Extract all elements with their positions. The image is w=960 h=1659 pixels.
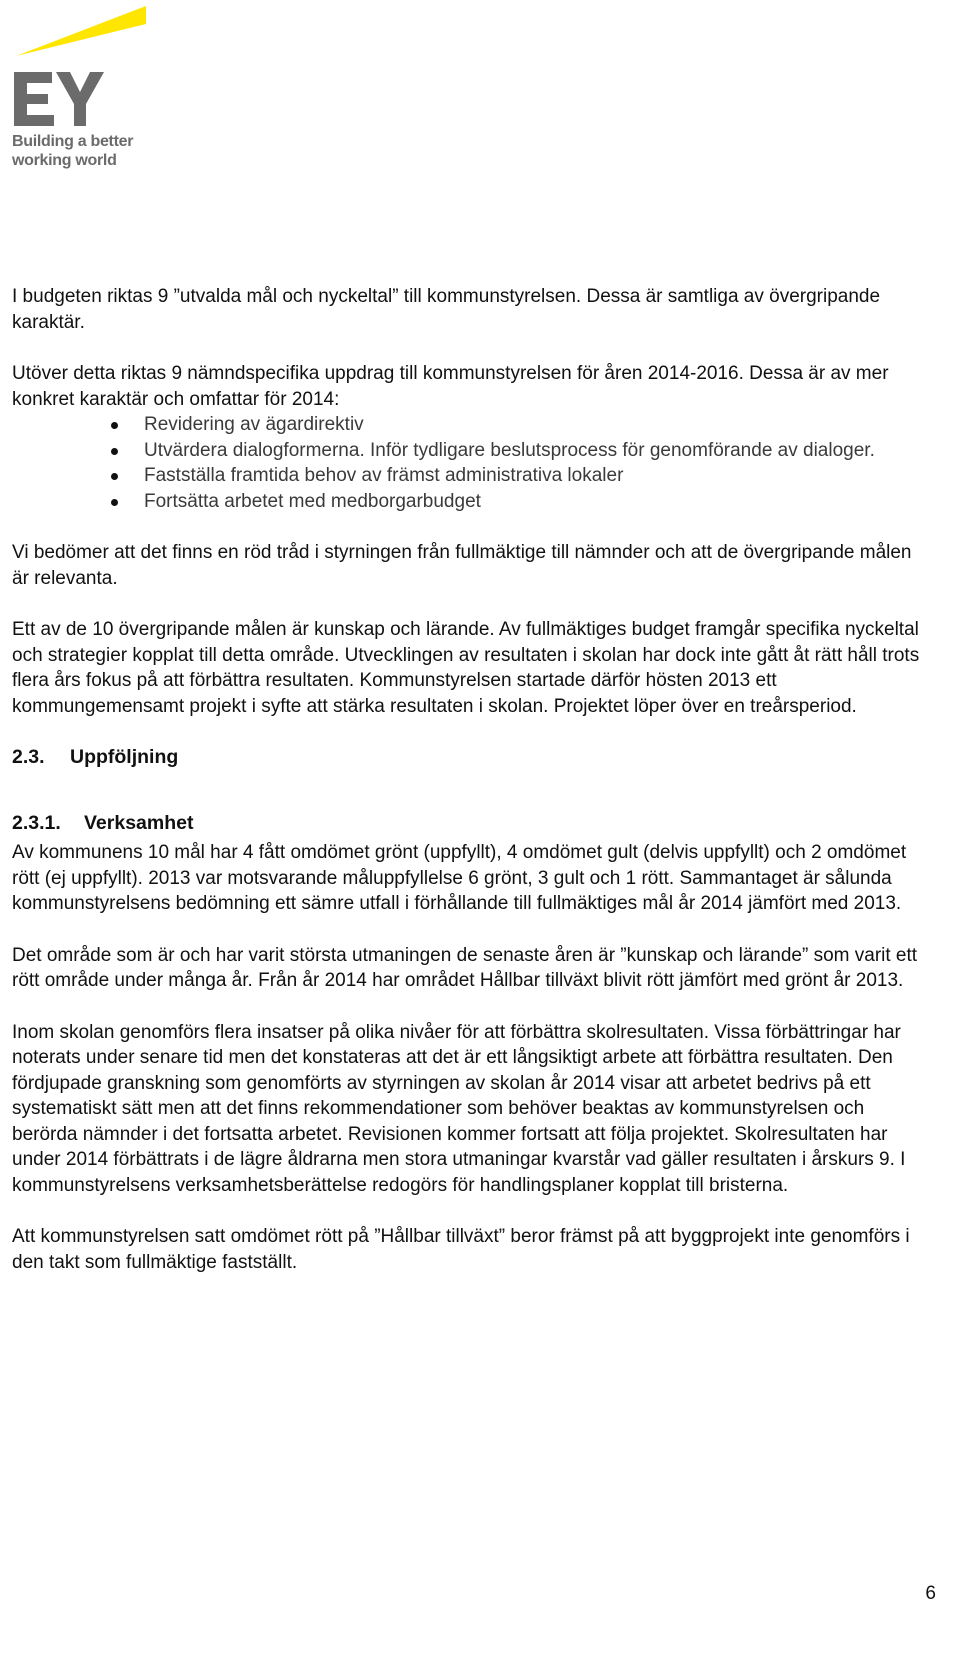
subsection-title: Verksamhet <box>84 811 194 834</box>
subsection-heading <box>12 811 932 837</box>
paragraph: Det område som är och har varit största utmaningen de senaste åren är ”kunskap och lärande” som varit ett rött område under många år. Från år 2014 har området Hållbar tillväxt blivit rött jämfört med grönt år 2013. <box>12 944 918 991</box>
paragraph: Utöver detta riktas 9 nämndspecifika uppdrag till kommunstyrelsen för åren 2014-2016. Dessa är av mer konkret karaktär och omfattar för 2014: <box>12 363 889 410</box>
list-item: Fortsätta arbetet med medborgarbudget <box>144 489 932 515</box>
document-body <box>12 284 932 1301</box>
ey-logo-mark <box>8 4 158 129</box>
paragraph: Att kommunstyrelsen satt omdömet rött på ”Hållbar tillväxt” beror främst på att byggprojekt inte genomförs i den takt som fullmäktige fastställt. <box>12 1226 910 1273</box>
paragraph: Ett av de 10 övergripande målen är kunskap och lärande. Av fullmäktiges budget framgår specifika nyckeltal och strategier kopplat till detta område. Utvecklingen av resultaten i skolan har dock inte gått åt rätt håll trots flera års fokus på att förbättra resultaten. Kommunstyrelsen startade därför hösten 2013 ett kommungemensamt projekt i syfte att stärka resultaten i skolan. Projektet löper över en treårsperiod. <box>12 619 920 717</box>
paragraph: Inom skolan genomförs flera insatser på olika nivåer för att förbättra skolresultaten. Vissa förbättringar har noterats under senare tid men det konstateras att det är ett långsiktigt arbete att förbättra resultaten. Den fördjupade granskning som genomförts av styrningen av skolan år 2014 visar att arbetet bedrivs på ett systematiskt sätt men att det finns rekommendationer som behöver beaktas av kommunstyrelsen och berörda nämnder i det fortsatta arbetet. Revisionen kommer fortsatt att följa projektet. Skolresultaten har under 2014 förbättrats i de lägre åldrarna men stora utmaningar kvarstår vad gäller resultaten i årskurs 9. I kommunstyrelsens verksamhetsberättelse redogörs för handlingsplaner kopplat till bristerna. <box>12 1021 906 1196</box>
bullet-list <box>12 412 932 514</box>
logo-tagline-line1: Building a better <box>12 133 134 150</box>
subsection-number: 2.3.1. <box>12 811 61 834</box>
paragraph: Vi bedömer att det finns en röd tråd i styrningen från fullmäktige till nämnder och att de övergripande målen är relevanta. <box>12 542 912 589</box>
list-item: Utvärdera dialogformerna. Inför tydligare beslutsprocess för genomförande av dialoger. <box>144 438 932 464</box>
section-number: 2.3. <box>12 746 45 768</box>
section-heading <box>12 745 932 771</box>
logo-tagline <box>12 132 133 170</box>
paragraph: I budgeten riktas 9 ”utvalda mål och nyckeltal” till kommunstyrelsen. Dessa är samtliga av övergripande karaktär. <box>12 286 881 333</box>
logo-tagline-line2: working world <box>12 152 117 169</box>
list-item: Revidering av ägardirektiv <box>144 412 932 438</box>
paragraph: Av kommunens 10 mål har 4 fått omdömet grönt (uppfyllt), 4 omdömet gult (delvis uppfyllt) och 2 omdömet rött (ej uppfyllt). 2013 var motsvarande måluppfyllelse 6 grönt, 3 gult och 1 rött. Sammantaget är sålunda kommunstyrelsens bedömning ett sämre utfall i förhållande till fullmäktiges mål år 2014 jämfört med 2013. <box>12 842 907 914</box>
section-title: Uppföljning <box>70 746 179 768</box>
list-item: Fastställa framtida behov av främst administrativa lokaler <box>144 463 932 489</box>
page-number: 6 <box>925 1583 936 1604</box>
ey-logo <box>8 4 158 174</box>
